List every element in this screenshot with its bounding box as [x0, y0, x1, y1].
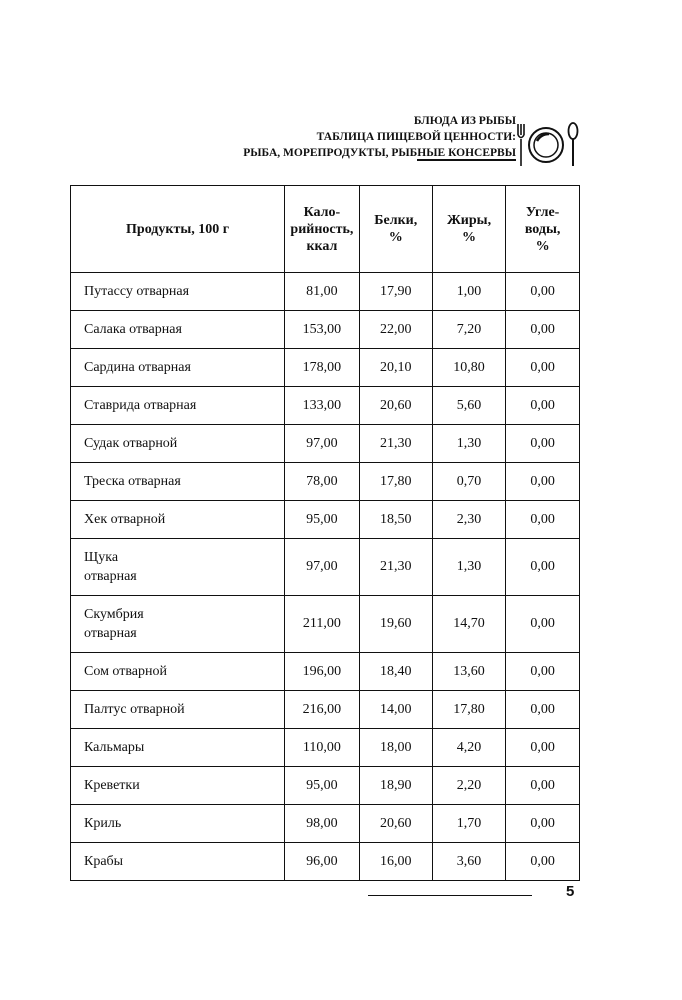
- header-fat: Жиры, %: [432, 186, 505, 273]
- carbs-cell: 0,00: [506, 349, 580, 387]
- product-name: Кальмары: [71, 729, 285, 767]
- carbs-cell: 0,00: [506, 387, 580, 425]
- header-line-3-underlined: НЫЕ КОНСЕРВЫ: [417, 147, 516, 159]
- protein-cell: 18,90: [359, 767, 432, 805]
- page-number: 5: [566, 883, 575, 900]
- header-line-3-plain: РЫБА, МОРЕПРОДУКТЫ, РЫБ: [243, 147, 418, 159]
- kcal-cell: 78,00: [285, 463, 359, 501]
- table-row: [71, 596, 580, 653]
- running-header: [243, 113, 516, 161]
- carbs-cell: 0,00: [506, 729, 580, 767]
- kcal-cell: 96,00: [285, 843, 359, 881]
- table-row: [71, 653, 580, 691]
- product-name: Креветки: [71, 767, 285, 805]
- product-name: Ставрида отварная: [71, 387, 285, 425]
- carbs-cell: 0,00: [506, 311, 580, 349]
- kcal-cell: 81,00: [285, 273, 359, 311]
- fat-cell: 3,60: [432, 843, 505, 881]
- table-row: [71, 691, 580, 729]
- carbs-cell: 0,00: [506, 425, 580, 463]
- table-row: [71, 729, 580, 767]
- product-name: Сом отварной: [71, 653, 285, 691]
- kcal-cell: 98,00: [285, 805, 359, 843]
- header-line-1: БЛЮДА ИЗ РЫБЫ: [413, 115, 516, 127]
- table-row: [71, 539, 580, 596]
- fat-cell: 17,80: [432, 691, 505, 729]
- fat-cell: 0,70: [432, 463, 505, 501]
- header-calories: Кало- рийность, ккал: [285, 186, 359, 273]
- kcal-cell: 153,00: [285, 311, 359, 349]
- product-name: Треска отварная: [71, 463, 285, 501]
- table-row: [71, 767, 580, 805]
- protein-cell: 18,00: [359, 729, 432, 767]
- table-row: [71, 273, 580, 311]
- kcal-cell: 110,00: [285, 729, 359, 767]
- nutrition-table: [70, 185, 580, 881]
- kcal-cell: 178,00: [285, 349, 359, 387]
- table-row: [71, 501, 580, 539]
- product-name: Скумбрия отварная: [71, 596, 285, 653]
- fat-cell: 1,30: [432, 539, 505, 596]
- kcal-cell: 216,00: [285, 691, 359, 729]
- carbs-cell: 0,00: [506, 539, 580, 596]
- kcal-cell: 211,00: [285, 596, 359, 653]
- fat-cell: 1,70: [432, 805, 505, 843]
- product-name: Крабы: [71, 843, 285, 881]
- carbs-cell: 0,00: [506, 596, 580, 653]
- table-header-row: [71, 186, 580, 273]
- header-line-3: [243, 145, 516, 161]
- protein-cell: 19,60: [359, 596, 432, 653]
- fat-cell: 2,30: [432, 501, 505, 539]
- protein-cell: 16,00: [359, 843, 432, 881]
- protein-cell: 18,40: [359, 653, 432, 691]
- carbs-cell: 0,00: [506, 501, 580, 539]
- product-name: Хек отварной: [71, 501, 285, 539]
- kcal-cell: 95,00: [285, 767, 359, 805]
- carbs-cell: 0,00: [506, 653, 580, 691]
- protein-cell: 20,60: [359, 805, 432, 843]
- product-name: Сардина отварная: [71, 349, 285, 387]
- header-protein: Белки, %: [359, 186, 432, 273]
- carbs-cell: 0,00: [506, 767, 580, 805]
- protein-cell: 21,30: [359, 425, 432, 463]
- protein-cell: 20,10: [359, 349, 432, 387]
- protein-cell: 22,00: [359, 311, 432, 349]
- fat-cell: 10,80: [432, 349, 505, 387]
- carbs-cell: 0,00: [506, 843, 580, 881]
- fat-cell: 4,20: [432, 729, 505, 767]
- protein-cell: 17,80: [359, 463, 432, 501]
- table-row: [71, 805, 580, 843]
- footer-rule: [368, 895, 532, 896]
- product-name: Щука отварная: [71, 539, 285, 596]
- protein-cell: 21,30: [359, 539, 432, 596]
- product-name: Путассу отварная: [71, 273, 285, 311]
- fork-plate-spoon-icon: [516, 120, 582, 168]
- fat-cell: 5,60: [432, 387, 505, 425]
- table-row: [71, 463, 580, 501]
- table-row: [71, 387, 580, 425]
- fat-cell: 1,00: [432, 273, 505, 311]
- product-name: Криль: [71, 805, 285, 843]
- carbs-cell: 0,00: [506, 463, 580, 501]
- kcal-cell: 133,00: [285, 387, 359, 425]
- table-row: [71, 843, 580, 881]
- fat-cell: 7,20: [432, 311, 505, 349]
- header-carbs: Угле- воды, %: [506, 186, 580, 273]
- table-row: [71, 349, 580, 387]
- kcal-cell: 97,00: [285, 425, 359, 463]
- protein-cell: 20,60: [359, 387, 432, 425]
- product-name: Салака отварная: [71, 311, 285, 349]
- carbs-cell: 0,00: [506, 273, 580, 311]
- carbs-cell: 0,00: [506, 805, 580, 843]
- kcal-cell: 196,00: [285, 653, 359, 691]
- table-row: [71, 425, 580, 463]
- header-line-2: ТАБЛИЦА ПИЩЕВОЙ ЦЕННОСТИ:: [316, 131, 516, 143]
- header-product: Продукты, 100 г: [71, 186, 285, 273]
- fat-cell: 13,60: [432, 653, 505, 691]
- product-name: Судак отварной: [71, 425, 285, 463]
- fat-cell: 2,20: [432, 767, 505, 805]
- fat-cell: 14,70: [432, 596, 505, 653]
- fat-cell: 1,30: [432, 425, 505, 463]
- kcal-cell: 97,00: [285, 539, 359, 596]
- carbs-cell: 0,00: [506, 691, 580, 729]
- kcal-cell: 95,00: [285, 501, 359, 539]
- protein-cell: 14,00: [359, 691, 432, 729]
- protein-cell: 17,90: [359, 273, 432, 311]
- product-name: Палтус отварной: [71, 691, 285, 729]
- table-row: [71, 311, 580, 349]
- protein-cell: 18,50: [359, 501, 432, 539]
